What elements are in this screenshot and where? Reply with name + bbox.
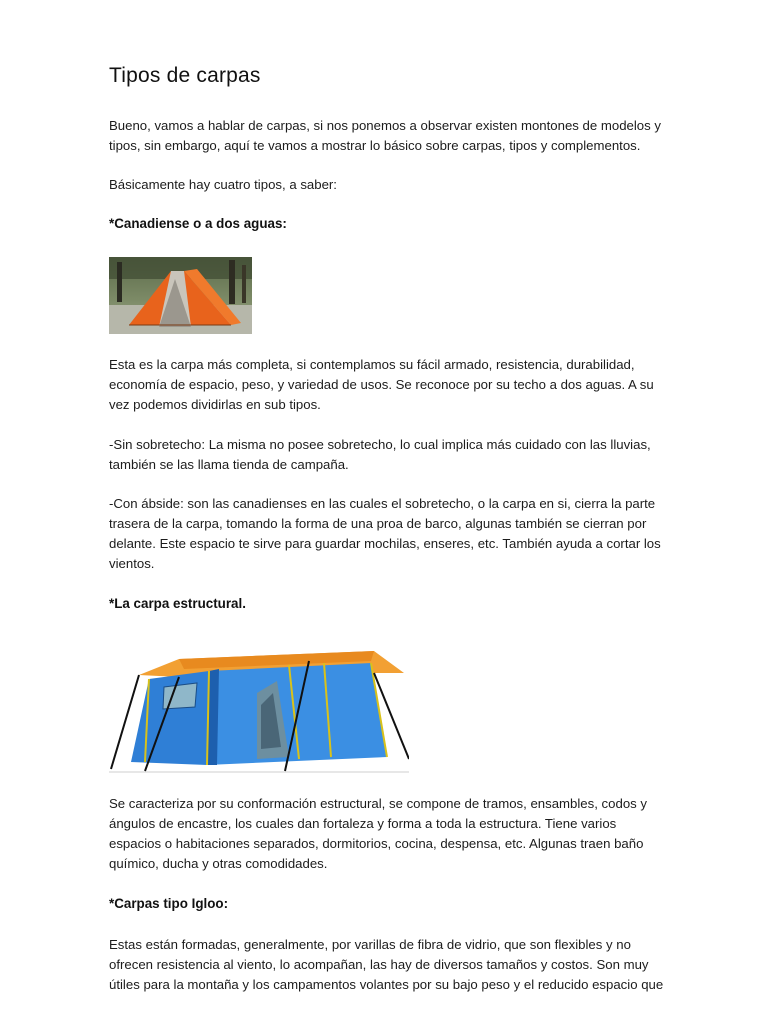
igloo-description: Estas están formadas, generalmente, por varillas de fibra de vidrio, que son flexibles y no ofrecen resistencia al viento, lo acompañan, las hay de diversos tamaños y costos. Son muy útiles para la montaña y los campamentos volantes por su bajo peso y el reducido espacio que xyxy=(109,937,664,992)
igloo-heading: *Carpas tipo Igloo: xyxy=(109,896,229,911)
canadiense-heading: *Canadiense o a dos aguas: xyxy=(109,216,287,231)
estructural-heading: *La carpa estructural. xyxy=(109,596,246,611)
page-title: Tipos de carpas xyxy=(109,64,261,87)
intro-paragraph: Bueno, vamos a hablar de carpas, si nos ponemos a observar existen montones de modelos y tipos, sin embargo, aquí te vamos a mostrar lo básico sobre carpas, tipos y complementos. xyxy=(109,118,661,153)
con-abside-paragraph: -Con ábside: son las canadienses en las cuales el sobretecho, o la carpa en si, cierra la parte trasera de la carpa, tomando la forma de una proa de barco, algunas también se cierran por delante. Este espacio te sirve para guardar mochilas, enseres, etc. También ayuda a cortar los vientos. xyxy=(109,496,661,571)
estructural-description: Se caracteriza por su conformación estructural, se compone de tramos, ensambles, codos y ángulos de encastre, los cuales dan fortaleza y forma a toda la estructura. Tiene varios espacios o habitaciones separados, dormitorios, cocina, despensa, etc. Algunas traen baño químico, ducha y otras comodidades. xyxy=(109,796,648,871)
sin-sobretecho-paragraph: -Sin sobretecho: La misma no posee sobretecho, lo cual implica más cuidado con las lluvias, también se las llama tienda de campaña. xyxy=(109,437,651,472)
canadiense-description: Esta es la carpa más completa, si contemplamos su fácil armado, resistencia, durabilidad, economía de espacio, peso, y variedad de usos. Se reconoce por su techo a dos aguas. A su vez podemos dividirlas en sub tipos. xyxy=(109,357,654,412)
basics-paragraph: Básicamente hay cuatro tipos, a saber: xyxy=(109,177,337,192)
canadian-tent-image xyxy=(109,257,252,334)
structural-tent-image xyxy=(109,647,409,774)
